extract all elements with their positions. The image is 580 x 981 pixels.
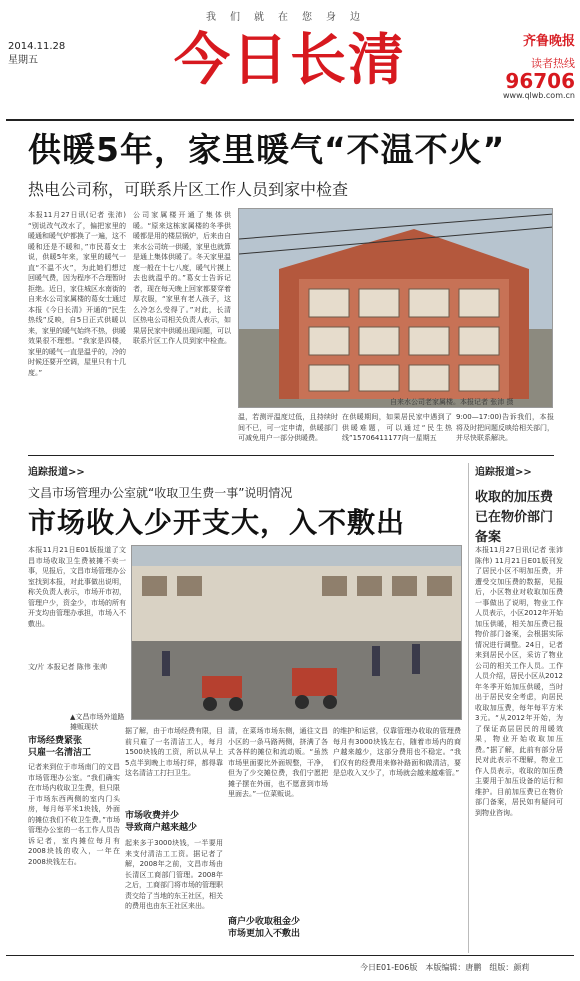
masthead-slogan: 我们就在您身边 xyxy=(206,12,374,23)
sidebar-section-tag: 追踪报道>> xyxy=(475,467,532,478)
story2-subhead-3: 商户少收取租金少 市场更加入不敷出 xyxy=(228,917,301,939)
story1-column-4: 在供暖期间，如果居民家中遇到了供暖难题，可以通过“民生热线”15706411177向一星期五 xyxy=(342,413,452,442)
story1-subheadline: 热电公司称，可联系片区工作人员到家中检查 xyxy=(28,180,349,199)
story2-subhead-1: 市场经费紧张 只雇一名清洁工 xyxy=(28,736,92,758)
story1-photo xyxy=(238,208,553,408)
story2-body-b: 据了解，由于市场经费有限，目前只雇了一名清洁工人，每月1500块钱的工资，所以从早上5点半到晚上市场打烊，都得靠这名清洁工打扫卫生。 xyxy=(125,727,223,777)
footer-rule xyxy=(6,955,574,956)
issue-date xyxy=(8,40,65,68)
section-divider xyxy=(28,455,554,456)
hotline-label: 读者热线 xyxy=(531,57,575,70)
column-divider xyxy=(468,463,469,953)
header-rule xyxy=(6,119,574,121)
apartment-building-image xyxy=(239,209,553,408)
story2-section-tag: 追踪报道>> xyxy=(28,467,85,478)
story2-photo-caption: ▲文昌市场外道路摊贩现状 xyxy=(70,713,125,731)
story1-column-3: 温，若测评温度过低，且持续时间不已，可一定申请，供暖部门可减免用户一部分供暖费。 xyxy=(238,413,338,442)
paper-name: 齐鲁晚报 xyxy=(522,34,575,49)
weekday-text: 星期五 xyxy=(8,55,38,66)
story2-headline: 市场收入少开支大，入不敷出 xyxy=(28,506,406,539)
story1-photo-caption: 自来水公司老家属楼。本报记者 张沛 摄 xyxy=(390,398,514,406)
date-text: 2014.11.28 xyxy=(8,41,66,52)
story2-lead: 本报11月21日E01版报道了文昌市场收取卫生费被摊不卖一事，见报后，文昌市场管理办公室找到本报，对此事做出说明，称关负责人表示，市场开市初，管理户少，资金少，市场的所有开支均由管理办承担，市场入不敷出。 xyxy=(28,546,126,628)
story2-body-a: 记者来到位于市场南门的文昌市场管理办公室。“我们确实在市场内收取卫生费，但只限于市场东西两侧的室内门头房，每月每平米1块钱，外面的摊位我们不收卫生费。”市场管理办公室的一名工作人员告诉记者，室内摊位每月有2008块钱的收入，一年在2008块钱左右。 xyxy=(28,763,120,866)
website-url: www.qlwb.com.cn xyxy=(503,91,575,100)
sidebar-headline: 收取的加压费 已在物价部门备案 xyxy=(475,490,554,545)
market-street-image xyxy=(132,546,462,720)
page-footer: 今日E01-E06版 本版编辑：唐鹏 组版：颜莉 xyxy=(360,963,530,972)
story2-byline: 文/片 本报记者 陈伟 张帅 xyxy=(28,663,108,671)
story2-subheadline: 文昌市场管理办公室就“收取卫生费一事”说明情况 xyxy=(28,486,293,500)
brand-box xyxy=(485,30,575,100)
story2-body-d: 清，在菜场市场东侧，通往文昌小区的一条马路两侧，挤满了各式各样的摊位和流动贩。“虽然市场里面要比外面规整，干净，但为了少交摊位费，我们宁愿把摊子摆在外面，也不愿意到市场里面去。”一位菜贩说。 xyxy=(228,727,328,798)
story2-body-e: 的维护和运营，仅靠管理办收取的管理费每月有3000块钱左右，随着市场内的商户越来越少，这部分费用也不稳定。“我们仅有的经费用来修补路面和做清洁，要是总收入又少了，市场就会越来越难管。” xyxy=(333,727,461,777)
masthead-title: 今日长清 xyxy=(174,28,406,93)
story2-body-c: 起来多于3000块钱，一半要用来支付清洁工工资。据记者了解，2008年之前，文昌市场由长清区工商部门管理。2008年之后，工商部门将市场的管理职责交给了当地的东王社区，相关的费用也由东王社区来出。 xyxy=(125,839,223,910)
story1-headline: 供暖5年，家里暖气“不温不火” xyxy=(28,130,506,169)
story2-subhead-2: 市场收费并少 导致商户越来越少 xyxy=(125,811,198,833)
story1-column-2: 公司家属楼开通了集体供暖。“原来这栋家属楼的冬季供暖都是用的楼层锅炉，后来由自来水公司统一供暖，家里也就算是通上集体供暖了。冬天家里温度一般在十七八度，暖气片摸上去也就温乎的。”葛女士告诉记者，现在每天晚上回家都要穿着厚衣服，“家里有老人孩子，这么冷怎么受得了。”对此，长清区热电公司相关负责人表示，如果居民家中供暖出现问题，可以联系片区工作人员到家中检查。 xyxy=(133,211,231,345)
hotline-number: 96706 xyxy=(505,69,575,93)
story1-column-5: 9:00—17:00)告诉我们，本报将及时把问题反映给相关部门，并尽快联系解决。 xyxy=(456,413,554,442)
sidebar-body: 本报11月27日讯(记者 张沛 陈伟) 11月21日E01版刊发了居民小区不明加压费，并遭受交加压费的数据，见报后，小区物业对收取加压费一事做出了说明，物业工作人员表示，小区2012年开始加压供暖，相关加压费已报物价部门备案，会根据实际情况进行调整。24日，记者来到居民小区，采访了物业公司的相关工作人员。工作人员介绍，居民小区从2012年冬季开始加压供暖，当时出于居民安全考虑，向居民收取加压费，每年每平方米3元。“从2012年开始，为了保证高层居民的用暖效果，物业开始收取加压费。”据了解，此前有部分居民对此表示不理解，物业工作人员表示，收取的加压费主要用于加压设备的运行和维护。目前加压费已在物价部门备案，居民如有疑问可到物业咨询。 xyxy=(475,546,563,817)
story2-photo xyxy=(131,545,462,720)
story1-column-1: 本报11月27日讯(记者 张沛) “别说改气改水了，偏把家里的暖通和暖气炉都换了一遍，这不暖和还是不暖和，”市民葛女士说，供暖5年来，家里的暖气一直“不温不火”，为此她们想过回暖气费，因为程序不合理暂时拒绝。近日，家住城区水南街的自来水公司家属楼的葛女士通过本报《今日长清》开通的“民生热线”反映，自5日正式供暖以来，家里的暖气始终不热，供暖效果很不理想。“我家是四楼，家里的暖气一直是温乎的，冷的时候还要开空调，屋里只有十几度。” xyxy=(28,211,126,377)
